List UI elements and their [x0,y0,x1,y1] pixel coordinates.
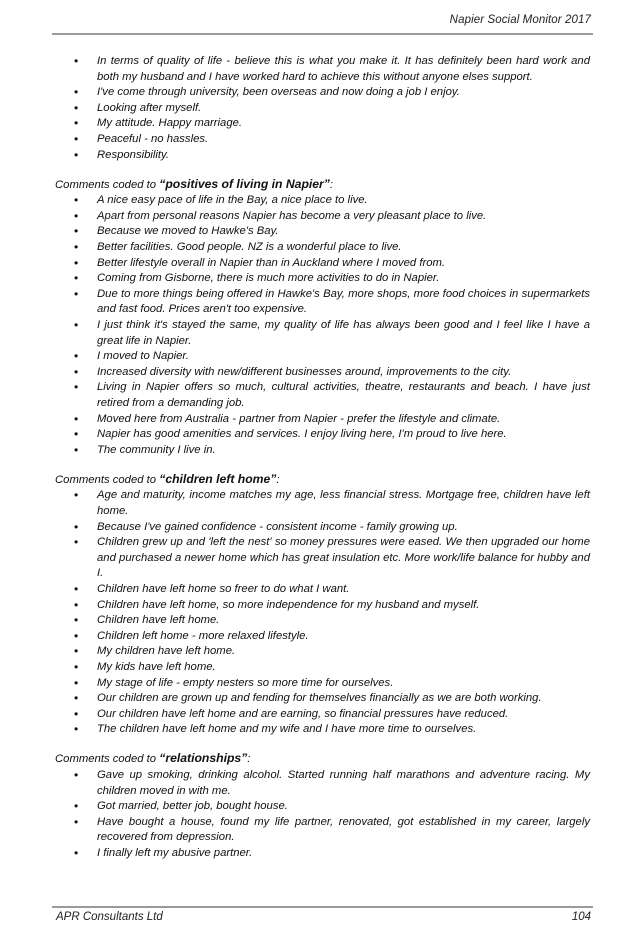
heading-prefix: Comments coded to [55,178,160,191]
list-item: • A nice easy pace of life in the Bay, a nice place to live. [97,193,590,209]
list-item: • The children have left home and my wife and I have more time to ourselves. [97,722,590,738]
list-item: • Children have left home. [97,613,590,629]
code-label: “children left home” [159,471,277,486]
list-item: • Apart from personal reasons Napier has become a very pleasant place to live. [97,209,590,225]
list-item: • Looking after myself. [97,101,590,117]
list-item: • Because we moved to Hawke's Bay. [97,224,590,240]
positives-comment-list [55,193,590,458]
relationships-comment-list [55,768,590,862]
list-item: • My attitude. Happy marriage. [97,116,590,132]
list-item: • I just think it's stayed the same, my quality of life has always been good and I feel like I have a great life in Napier. [97,318,590,349]
list-item: • Have bought a house, found my life partner, renovated, got established in my career, largely recovered from depression. [97,815,590,846]
list-item: • In terms of quality of life - believe this is what you make it. It has definitely been hard work and both my husband and I have worked hard to achieve this without anyone elses support. [97,54,590,85]
list-item: • I moved to Napier. [97,349,590,365]
list-item: • Children have left home so freer to do what I want. [97,582,590,598]
list-item: • Increased diversity with new/different businesses around, improvements to the city. [97,365,590,381]
list-item: • Children left home - more relaxed lifestyle. [97,629,590,645]
heading-prefix: Comments coded to [55,473,160,486]
list-item: • My children have left home. [97,644,590,660]
list-item: • The community I live in. [97,443,590,459]
list-item: • Due to more things being offered in Hawke's Bay, more shops, more food choices in supermarkets and fast food. Prices aren't too expensive. [97,287,590,318]
footer-divider [52,906,593,908]
heading-suffix: : [276,473,280,486]
list-item: • Our children have left home and are earning, so financial pressures have reduced. [97,707,590,723]
list-item: • Age and maturity, income matches my age, less financial stress. Mortgage free, children have left home. [97,488,590,519]
list-item: • Got married, better job, bought house. [97,799,590,815]
section-heading-children-left-home [55,472,590,489]
intro-comment-list [55,54,590,163]
list-item: • Because I've gained confidence - consistent income - family growing up. [97,520,590,536]
page-header-title: Napier Social Monitor 2017 [449,14,591,26]
list-item: • Children have left home, so more independence for my husband and myself. [97,598,590,614]
heading-suffix: : [329,178,334,191]
list-item: • Gave up smoking, drinking alcohol. Started running half marathons and adventure racing. My children moved in with me. [97,768,590,799]
list-item: • Our children are grown up and fending for themselves financially as we are both working. [97,691,590,707]
list-item: • Responsibility. [97,148,590,164]
heading-suffix: : [247,753,251,766]
section-heading-positives [55,177,590,194]
section-heading-relationships [55,751,590,768]
page-number: 104 [571,911,591,923]
list-item: • Coming from Gisborne, there is much more activities to do in Napier. [97,271,590,287]
heading-prefix: Comments coded to [55,753,160,766]
list-item: • My kids have left home. [97,660,590,676]
list-item: • I've come through university, been overseas and now doing a job I enjoy. [97,85,590,101]
list-item: • Napier has good amenities and services. I enjoy living here, I'm proud to live here. [97,427,590,443]
code-label: “relationships” [159,751,248,766]
list-item: • Better facilities. Good people. NZ is a wonderful place to live. [97,240,590,256]
footer-organization: APR Consultants Ltd [56,911,163,923]
list-item: • Better lifestyle overall in Napier than in Auckland where I moved from. [97,256,590,272]
code-label: “positives of living in Napier” [159,176,330,191]
document-body [55,54,590,862]
list-item: • Moved here from Australia - partner from Napier - prefer the lifestyle and climate. [97,412,590,428]
list-item: • Peaceful - no hassles. [97,132,590,148]
list-item: • Living in Napier offers so much, cultural activities, theatre, restaurants and beach. I have just retired from a demanding job. [97,380,590,411]
list-item: • Children grew up and 'left the nest' so money pressures were eased. We then upgraded our home and purchased a newer home which has great insulation etc. More work/life balance for hubby and I. [97,535,590,582]
header-divider [52,33,593,35]
list-item: • I finally left my abusive partner. [97,846,590,862]
list-item: • My stage of life - empty nesters so more time for ourselves. [97,676,590,692]
children-left-home-comment-list [55,488,590,738]
